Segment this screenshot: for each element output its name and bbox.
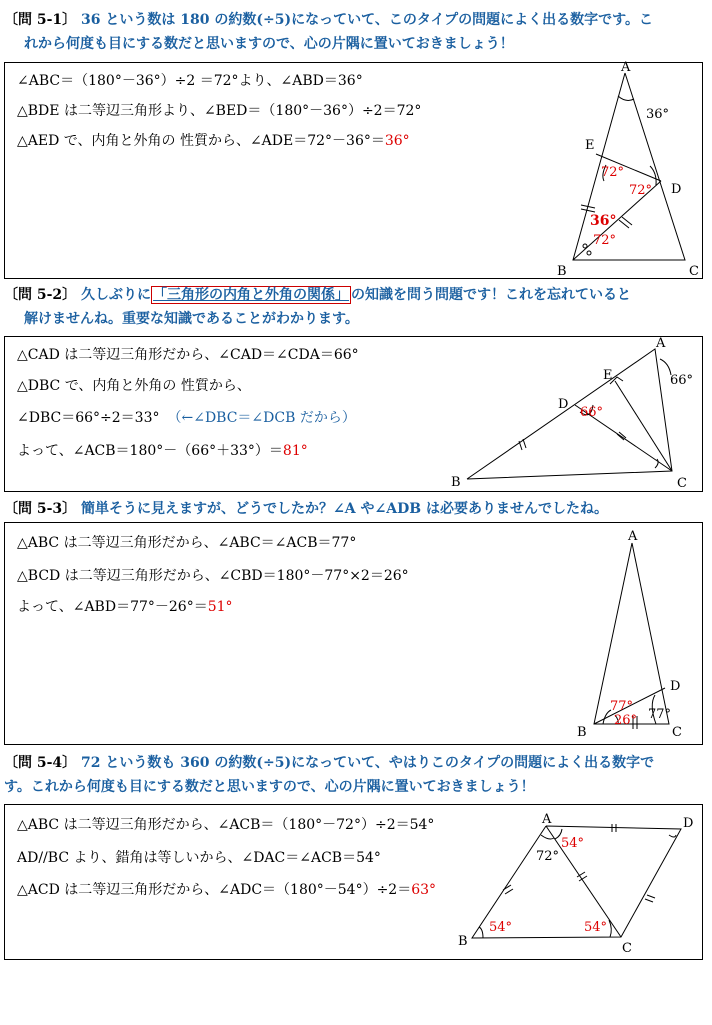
vertex-D: D <box>671 182 682 197</box>
header-keyword: 「三角形の内角と外角の関係」 <box>153 287 350 303</box>
header-post: の知識を問う問題です！これを忘れていると <box>351 287 632 303</box>
vertex-C: C <box>677 476 687 491</box>
angle-B-label: 54° <box>489 920 513 935</box>
header-text: 72 という数も 360 の約数(÷5)になっていて、やはりこのタイプの問題によく出る数字で <box>81 755 655 771</box>
header-text: 36 という数は 180 の約数(÷5)になっていて、このタイプの問題によく出る数字です。こ <box>81 12 653 28</box>
problem-label: 〔問 5-3〕 <box>4 501 77 517</box>
solution-line-1: △CAD は二等辺三角形だから、∠CAD＝∠CDA＝66° <box>17 347 359 363</box>
vertex-C: C <box>672 725 682 740</box>
vertex-C: C <box>622 941 632 956</box>
header-text-2: れから何度も目にする数だと思いますので、心の片隅に置いておきましょう！ <box>24 36 514 52</box>
angle-C-label: 54° <box>584 920 608 935</box>
angle-B1-label: 36° <box>590 213 617 229</box>
problem-5-1-box <box>4 62 703 279</box>
angle-D-label: 66° <box>580 405 604 420</box>
problem-5-2-box <box>4 336 703 492</box>
header-text-2: す。これから何度も目にする数だと思いますので、心の片隅に置いておきましょう！ <box>4 779 535 795</box>
answer: 63° <box>411 882 437 898</box>
problem-5-1-header <box>4 8 704 56</box>
angle-A-label: 66° <box>670 373 694 388</box>
angle-B2-label: 26° <box>614 713 638 728</box>
solution-line-1: △ABC は二等辺三角形だから、∠ACB＝（180°－72°）÷2＝54° <box>17 817 435 833</box>
figure-5-3 <box>5 523 704 746</box>
angle-B2-label: 72° <box>593 233 617 248</box>
problem-5-3-header <box>4 497 704 521</box>
angle-C-label: 77° <box>648 707 672 722</box>
solution-line-3-text: よって、∠ABD＝77°－26°＝ <box>17 599 208 615</box>
answer: 36° <box>384 133 410 149</box>
angle-A-label: 36° <box>646 107 670 122</box>
solution-line-4-text: よって、∠ACB＝180°－（66°＋33°）＝ <box>17 443 283 459</box>
solution-line-3-text: ∠DBC＝66°÷2＝33° <box>17 410 160 426</box>
solution-line-3-text: △AED で、内角と外角の 性質から、∠ADE＝72°－36°＝ <box>17 133 385 149</box>
header-pre: 久しぶりに <box>81 287 152 303</box>
problem-label: 〔問 5-4〕 <box>4 755 77 771</box>
vertex-B: B <box>451 475 461 490</box>
figure-5-2 <box>5 337 704 493</box>
angle-B1-label: 77° <box>610 699 634 714</box>
vertex-E: E <box>585 138 595 153</box>
vertex-A: A <box>621 60 631 75</box>
answer: 51° <box>207 599 233 615</box>
vertex-A: A <box>542 812 552 827</box>
problem-label: 〔問 5-2〕 <box>4 287 77 303</box>
problem-label: 〔問 5-1〕 <box>4 12 77 28</box>
vertex-C: C <box>689 264 699 279</box>
problem-5-4-header <box>4 751 704 799</box>
header-text: 簡単そうに見えますが、どうでしたか？∠A や∠ADB は必要ありませんでしたね。 <box>81 501 608 517</box>
problem-5-3-box <box>4 522 703 745</box>
vertex-D: D <box>558 397 569 412</box>
angle-A1-label: 54° <box>561 836 585 851</box>
solution-line-1: △ABC は二等辺三角形だから、∠ABC＝∠ACB＝77° <box>17 535 357 551</box>
problem-5-4-box <box>4 804 703 960</box>
vertex-B: B <box>557 264 567 279</box>
solution-line-2: △DBC で、内角と外角の 性質から、 <box>17 378 251 394</box>
problem-5-2-header <box>4 283 704 331</box>
vertex-D: D <box>670 679 681 694</box>
figure-5-4 <box>5 805 704 961</box>
vertex-A: A <box>628 529 638 544</box>
solution-line-3-note: （←∠DBC＝∠DCB だから） <box>167 410 356 426</box>
vertex-B: B <box>458 934 468 949</box>
solution-line-2: AD//BC より、錯角は等しいから、∠DAC＝∠ACB＝54° <box>17 850 381 866</box>
angle-E-label: 72° <box>601 165 625 180</box>
vertex-D: D <box>683 816 694 831</box>
answer: 81° <box>282 443 308 459</box>
vertex-E: E <box>603 368 613 383</box>
solution-line-1: ∠ABC＝（180°－36°）÷2 ＝72°より、∠ABD＝36° <box>17 73 363 89</box>
solution-line-3-text: △ACD は二等辺三角形だから、∠ADC＝（180°－54°）÷2＝ <box>17 882 412 898</box>
solution-line-2: △BDE は二等辺三角形より、∠BED＝（180°－36°）÷2＝72° <box>17 103 422 119</box>
solution-line-2: △BCD は二等辺三角形だから、∠CBD＝180°－77°×2＝26° <box>17 568 409 584</box>
figure-5-1 <box>5 60 704 280</box>
header-text-2: 解けませんね。重要な知識であることがわかります。 <box>24 311 359 327</box>
angle-D-label: 72° <box>629 183 653 198</box>
vertex-B: B <box>577 725 587 740</box>
angle-A2-label: 72° <box>536 849 560 864</box>
vertex-A: A <box>656 336 666 351</box>
